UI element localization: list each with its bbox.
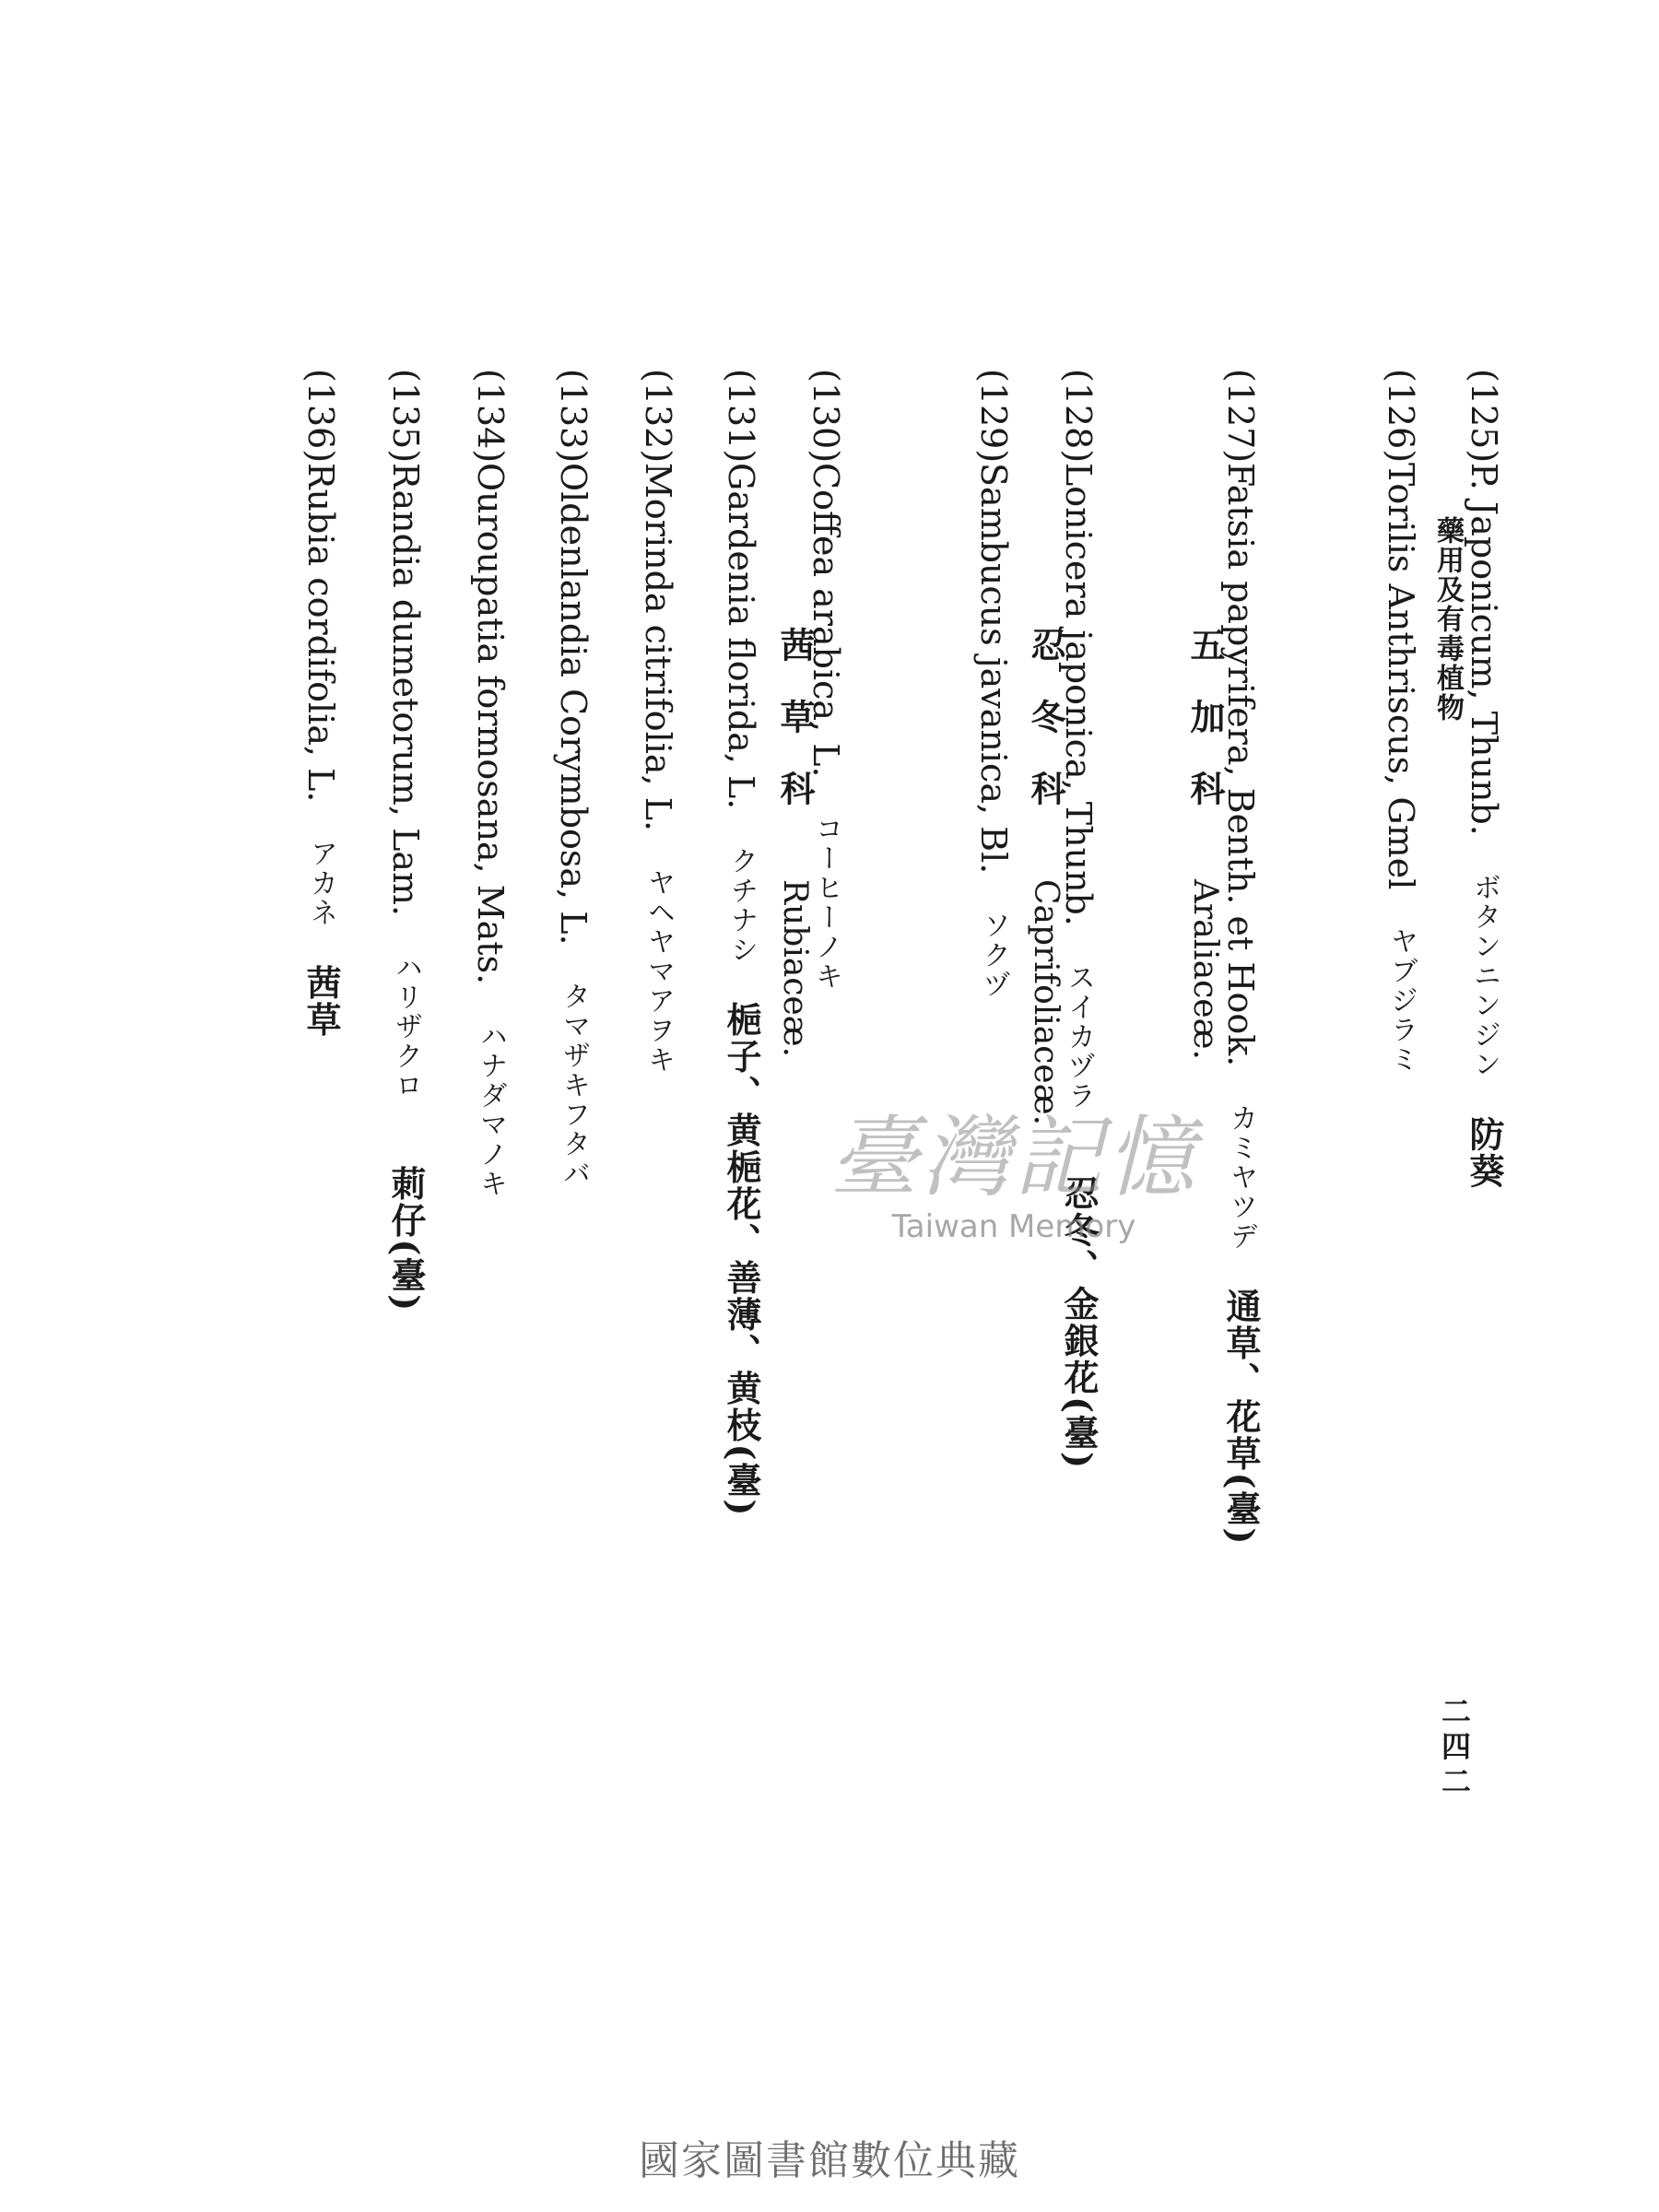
- scientific-name: Coffea arabica, L.: [806, 463, 846, 778]
- japanese-name: ヤヘヤマアヲキ: [642, 868, 675, 1076]
- entry-number: (135): [385, 369, 426, 464]
- entry-136: [184, 369, 341, 1039]
- entry-number: (134): [470, 369, 511, 464]
- entry-number: (127): [1220, 369, 1261, 464]
- watermark-chinese: 臺灣記憶: [830, 1106, 1198, 1209]
- chinese-name: 通草、花草(臺): [1220, 1288, 1262, 1547]
- scientific-name: Fatsia papyrifera, Benth. et Hook.: [1220, 463, 1261, 1067]
- family-chinese: 忍冬科: [1025, 627, 1066, 842]
- japanese-name: ヤブジラミ: [1385, 926, 1418, 1075]
- scientific-name: Torilis Anthriscus, Gmel: [1381, 463, 1421, 890]
- entry-number: (130): [806, 369, 846, 464]
- chinese-name: 梔子、黄梔花、善薄、黄枝(臺): [721, 1001, 762, 1518]
- family-latin: Caprifoliaceæ.: [1027, 879, 1065, 1126]
- scientific-name: Sambucus javanica, Bl.: [973, 463, 1014, 875]
- entry-126: [1265, 369, 1421, 1075]
- scientific-name: Ouroupatia formosana, Mats.: [470, 463, 511, 985]
- scientific-name: Gardenia florida, L.: [721, 463, 761, 810]
- chinese-name: 忍冬、金銀花(臺): [1058, 1175, 1100, 1471]
- japanese-name: クチナシ: [725, 846, 758, 965]
- japanese-name: ハリザクロ: [390, 953, 422, 1101]
- family-latin: Rubiaceæ.: [776, 879, 814, 1058]
- running-header: 藥用及有毒植物: [1431, 516, 1464, 723]
- entry-number: (125): [1464, 369, 1504, 464]
- footer-credit: 國家圖書館數位典藏: [639, 2137, 1020, 2184]
- japanese-name: ハナダマノキ: [475, 1021, 507, 1199]
- family-chinese: 五加科: [1184, 627, 1226, 842]
- chinese-name: 防葵: [1464, 1116, 1505, 1191]
- japanese-name: ソクヅ: [978, 911, 1010, 1000]
- entry-number: (128): [1058, 369, 1099, 464]
- japanese-name: コーヒーノキ: [810, 814, 842, 992]
- japanese-name: タマザキフタバ: [558, 982, 590, 1189]
- japanese-name: スイカヅラ: [1063, 963, 1095, 1112]
- entry-number: (129): [973, 369, 1014, 464]
- scientific-name: Rubia cordifolia, L.: [300, 463, 341, 803]
- japanese-name: カミヤツデ: [1225, 1103, 1257, 1252]
- scientific-name: Morinda citrifolia, L.: [638, 463, 678, 832]
- scientific-name: Randia dumetorum, Lam.: [385, 463, 426, 917]
- scientific-name: Lonicera japonica, Thunb.: [1058, 463, 1099, 927]
- watermark-english: Taiwan Memory: [891, 1208, 1136, 1245]
- chinese-name: 茜草: [300, 964, 342, 1039]
- family-chinese: 茜草科: [774, 627, 816, 842]
- japanese-name: ボタンニンジン: [1468, 873, 1500, 1080]
- scientific-name: P. Japonicum, Thunb.: [1464, 463, 1504, 837]
- family-latin: Araliaceæ.: [1186, 879, 1224, 1060]
- japanese-name: アカネ: [305, 839, 337, 928]
- entry-127: [1104, 369, 1261, 1547]
- scientific-name: Oldenlandia Corymbosa, L.: [553, 463, 594, 946]
- entry-number: (132): [638, 369, 678, 464]
- page-number: 二四二: [1437, 1696, 1472, 1801]
- entry-129: [857, 369, 1014, 999]
- entry-number: (133): [553, 369, 594, 464]
- chinese-name: 莿仔(臺): [385, 1165, 427, 1313]
- entry-number: (131): [721, 369, 761, 464]
- watermark-logo: [830, 1088, 1198, 1245]
- entry-number: (126): [1381, 369, 1421, 464]
- entry-number: (136): [300, 369, 341, 464]
